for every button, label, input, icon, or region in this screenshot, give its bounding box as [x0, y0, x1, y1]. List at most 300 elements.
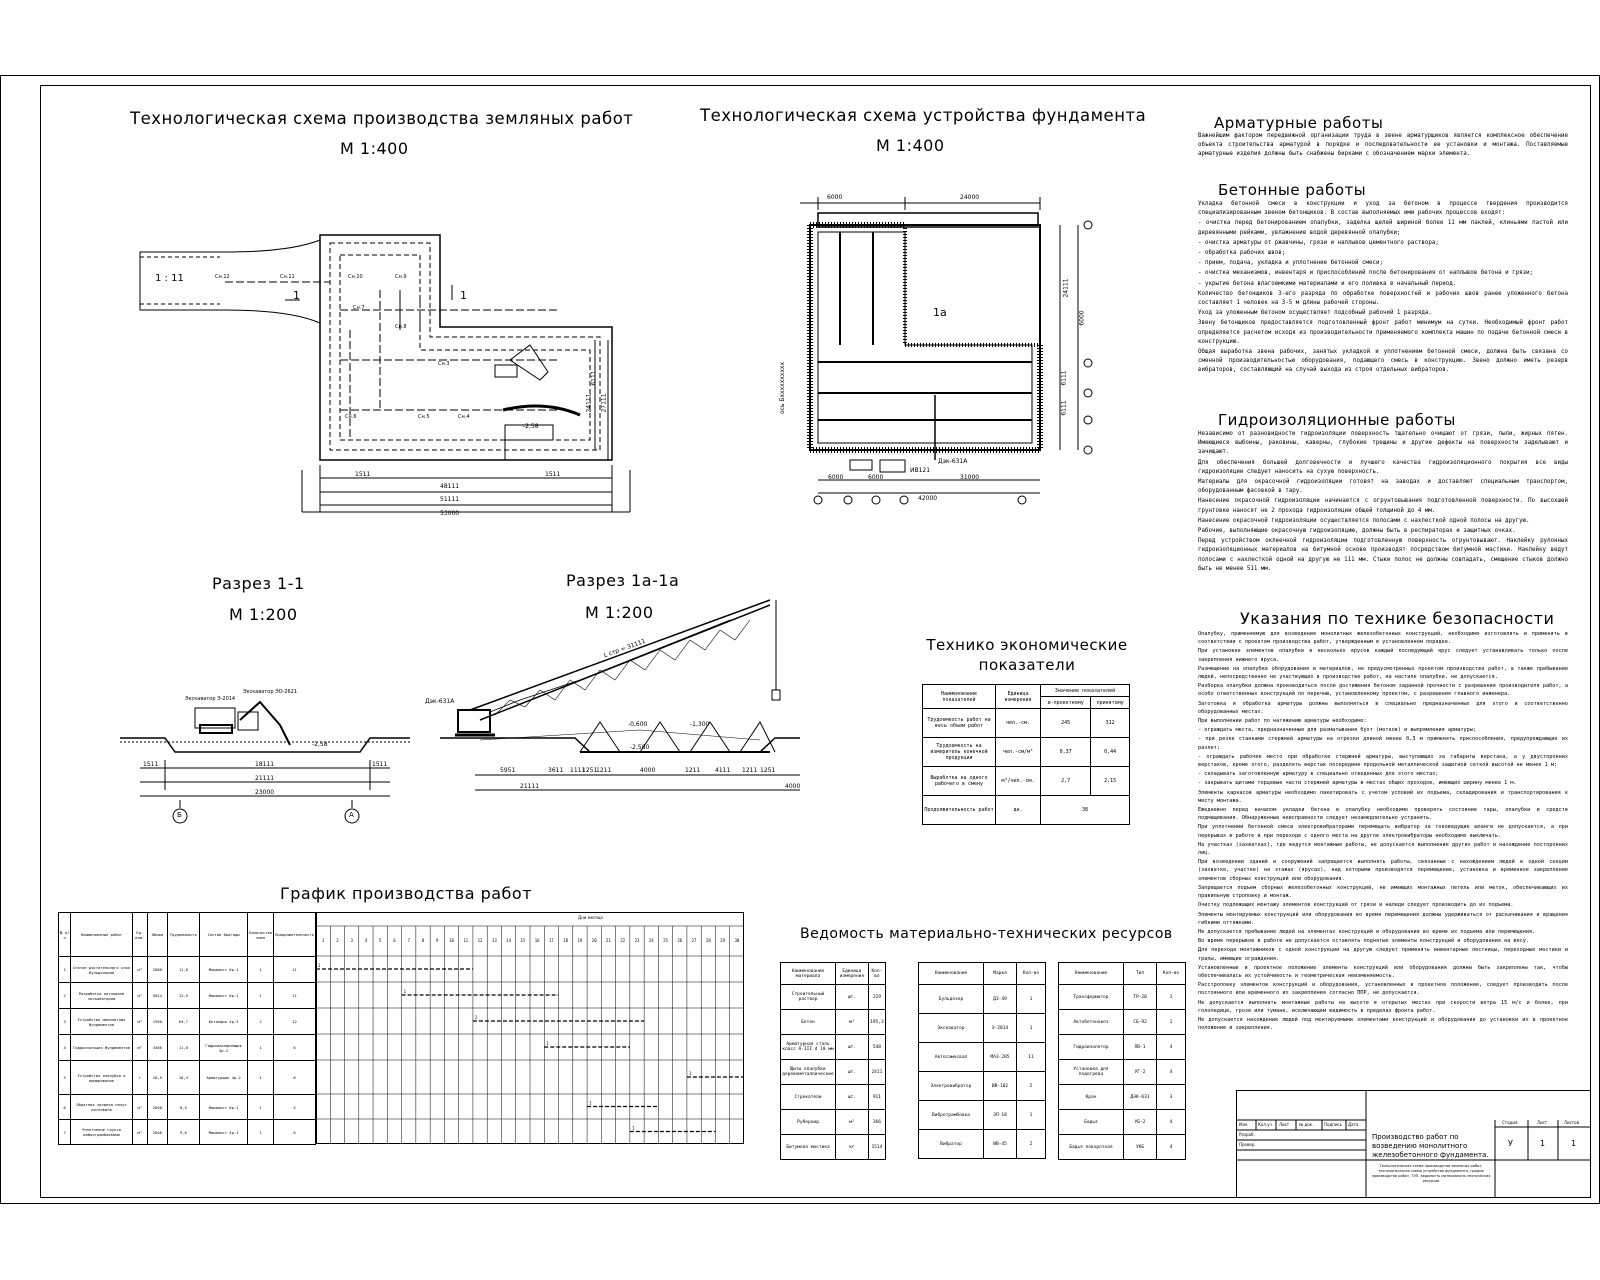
res3-row [1059, 1085, 1186, 1110]
teo-cell: 0,44 [1091, 738, 1130, 767]
res2-cell: 1 [1017, 1014, 1046, 1043]
gantt-day-label: 8 [421, 938, 425, 943]
section1-scale: М 1:200 [229, 605, 298, 624]
safety-p13: Ежедневно перед началом укладки бетона в опалубку необходимо проверять состояние тары, опалубки и средств подмащивания. Обнаруженные неисправности следует незамедлительно устранять. [1198, 807, 1568, 822]
fnd-vibro: ИВ121 [910, 467, 931, 474]
section-mark-left: 1 [293, 289, 300, 302]
res2-h: Кол-во [1017, 963, 1046, 985]
teo-row [923, 796, 1130, 825]
res3-cell: 1 [1157, 1010, 1186, 1035]
stamp-role-dev: Разраб. [1239, 1132, 1255, 1137]
stamp-subtitle: Технологическая схема производства земляных работ, технологическая схема устройства фундамента, график производства работ, ТЭП, ведомость материально-технических ресурсов [1371, 1164, 1491, 1183]
s1a-boom: L стр = 31111 [602, 637, 647, 660]
res2-cell: ИВ-102 [984, 1072, 1017, 1101]
res1-cell: Строительный раствор [781, 985, 836, 1010]
res3-cell: Гидроизолятор [1059, 1035, 1124, 1060]
fnd-top-dim-1: 6000 [827, 194, 843, 201]
rebar-title: Арматурные работы [1214, 114, 1384, 132]
fnd-side-dim-4: 6111 [1060, 400, 1068, 416]
teo-cell: чел.-см. [996, 709, 1041, 738]
res2-cell: 1 [1017, 985, 1046, 1014]
sched-cell: Разработка котлована экскаватором [71, 983, 132, 1009]
sched-cell: 11,8 [167, 1035, 199, 1061]
res2-cell: Автосамосвал [919, 1043, 984, 1072]
section1-title: Разрез 1-1 [212, 574, 305, 593]
sched-cell: 1 [248, 957, 274, 983]
res1-cell: шт. [836, 1085, 869, 1110]
res2-row [919, 1130, 1046, 1159]
concrete-p3: - очистка арматуры от ржавчины, грязи и наплывов цементного раствора; [1198, 239, 1439, 246]
s1a-dim-11: 4000 [785, 783, 801, 790]
section-1a-1a [440, 600, 800, 790]
waterproof-p1: Независимо от разновидности гидроизоляции поверхность тщательно очищают от грязи, пыли, жирных пятен. Имеющиеся выбоины, раковины, каверны, глубокие трещины и другие дефекты на поверхности заделывают и зачищают. [1198, 431, 1568, 456]
res2-cell: 2 [1017, 1072, 1046, 1101]
concrete-p4: - обработка рабочих швов; [1198, 250, 1286, 257]
gantt-day-label: 4 [364, 938, 368, 943]
teo-cell: Трудоемкость на измеритель конечной продукции [923, 738, 996, 767]
safety-p4: Разборка опалубки должна производиться после достижения бетоном заданной прочности с разрешения производителя работ, а особо ответственных конструкций по перечню, установленному проектом, с разрешения главного инженера. [1198, 683, 1568, 698]
res2-row [919, 1101, 1046, 1130]
safety-p24: Расстроповку элементов конструкций и оборудования, установленных в проектное положение, следует производить после постоянного или временного их закрепления согласно ППР, не допускается. [1198, 982, 1568, 997]
teo-row [923, 709, 1130, 738]
gantt-header-days: Дни месяца [578, 915, 603, 920]
plan-dim-53000: 53000 [440, 510, 460, 517]
teo-h-acc: принятому [1091, 697, 1130, 709]
s1-axis-b: Б [177, 811, 182, 819]
safety-p5: Заготовка и обработка арматуры должны выполняться в специально предназначенных для этого и соответственно оборудованных местах. [1198, 700, 1568, 715]
res3-row [1059, 1060, 1186, 1085]
gantt-day-label: 13 [491, 938, 497, 943]
gantt-day-label: 2 [336, 938, 339, 943]
gantt-day-label: 28 [705, 938, 711, 943]
gantt-day-label: 18 [563, 938, 569, 943]
res2-row [919, 1043, 1046, 1072]
concrete-p9: Уход за уложенным бетоном осуществляет подсобный рабочий 1 разряда. [1198, 310, 1432, 317]
fnd-crane: Дэк-631А [938, 458, 968, 465]
sched-cell: Уплотнение грунта вибротрамбовками [71, 1120, 132, 1145]
station-7: Сн.7 [353, 305, 365, 311]
res1-cell: 548 [868, 1035, 885, 1060]
stamp-row-izm: Изм. [1239, 1122, 1249, 1127]
sched-cell: 8 [274, 1061, 316, 1095]
s1a-dim-1: 5951 [500, 767, 516, 774]
stamp-col-sheets: Листов [1564, 1120, 1579, 1125]
gantt-day-label: 7 [407, 938, 410, 943]
res2-cell: МАЗ-205 [984, 1043, 1017, 1072]
res1-row [781, 1085, 886, 1110]
safety-p17: Запрещается подъем сборных железобетонных конструкций, не имеющих монтажных петель или меток, обеспечивающих их правильную строповку и монтаж. [1198, 884, 1568, 900]
res2-cell: Э-2014 [984, 1014, 1017, 1043]
gantt-day-label: 16 [534, 938, 540, 943]
gantt-day-label: 14 [506, 938, 512, 943]
teo-h-value: Значение показателей [1041, 685, 1130, 697]
waterproof-text [1198, 430, 1568, 575]
stamp-stage: У [1508, 1139, 1513, 1148]
section1a-scale: М 1:200 [585, 603, 654, 622]
sched-cell: 8,5 [167, 1095, 199, 1120]
teo-cell: 312 [1091, 709, 1130, 738]
teo-cell: чел.-см/м³ [996, 738, 1041, 767]
res1-cell: 911 [868, 1085, 885, 1110]
sched-cell: 2640 [147, 1120, 167, 1145]
res1-cell: м³ [836, 1010, 869, 1035]
sched-cell: 11 [274, 983, 316, 1009]
safety-p8: - при резке станками стержней арматуры на отрезки длиной менее 0,3 м применять приспособления, предупреждающие их разлет; [1198, 736, 1568, 751]
section-mark-right: 1 [460, 289, 467, 302]
teo-cell: Выработка на одного рабочего в смену [923, 767, 996, 796]
gantt-day-label: 22 [620, 938, 626, 943]
waterproof-title: Гидроизоляционные работы [1218, 411, 1456, 429]
sched-cell: 11,0 [167, 957, 199, 983]
fnd-bottom-dim-2: 6000 [868, 474, 884, 481]
earthworks-title: Технологическая схема производства земляных работ [130, 109, 634, 128]
s1a-level-1: -0,600 [628, 721, 648, 728]
s1-dim-2: 1511 [372, 761, 388, 768]
res1-h: Кол-во [868, 963, 885, 985]
res2-row [919, 1014, 1046, 1043]
sched-cell: 64,7 [167, 1009, 199, 1035]
sched-row [59, 1120, 316, 1145]
s1-level: -2,58 [312, 741, 328, 748]
gantt-grid [316, 912, 744, 1144]
sched-cell: 6 [274, 1120, 316, 1145]
res1-row [781, 1010, 886, 1035]
gantt-bar-label: 2 [474, 1015, 478, 1020]
safety-p2: При установке элементов опалубки в несколько ярусов каждый последующий ярус следует устанавливать только после закрепления нижнего яруса. [1198, 648, 1568, 663]
res3-cell: ПВ-1 [1124, 1035, 1157, 1060]
sched-cell: Машинист 6р-1 [199, 983, 247, 1009]
gantt-day-label: 19 [577, 938, 583, 943]
res2-cell: Вибратор [919, 1130, 984, 1159]
res2-cell: ИВ-45 [984, 1130, 1017, 1159]
fnd-side-dim-3: 6111 [1060, 370, 1068, 386]
fnd-bottom-dim-3: 31000 [960, 474, 980, 481]
res1-cell: м² [836, 1110, 869, 1135]
res3-cell: Бадья поворотная [1059, 1135, 1124, 1160]
sched-cell: 6 [59, 1095, 71, 1120]
res3-cell: Бадья [1059, 1110, 1124, 1135]
teo-h-proj: и-проектному [1041, 697, 1091, 709]
safety-p15: На участках (захватках), где ведутся монтажные работы, не допускается выполнение других работ и нахождение посторонних лиц. [1198, 841, 1568, 857]
concrete-p1: Укладка бетонной смеси в конструкции и уход за бетоном в процессе твердения производится специализированным звеном бетонщиков. В состав выполняемых ими рабочих процессов входят: [1198, 201, 1568, 217]
rebar-paragraph: Важнейшим фактором передвижной организации труда в звене арматурщиков является комплексное обеспечение объекта строительства арматурой в порядке и последовательности ее установки и монтажа. Поставляемые арматурные изделия должны быть снабжены бирками с обозначением марки элемента. [1198, 133, 1568, 158]
res3-cell: 1 [1157, 985, 1186, 1010]
res1-cell: шт. [836, 985, 869, 1010]
res1-cell: 2411 [868, 1060, 885, 1085]
sched-cell: 1 [248, 1120, 274, 1145]
stamp-role-check: Провер. [1239, 1142, 1256, 1147]
schedule-left [58, 912, 316, 1145]
teo-cell: м³/чел.-см. [996, 767, 1041, 796]
s1a-dim-10: 1251 [760, 767, 776, 774]
gantt-day-label: 3 [350, 938, 353, 943]
res3-cell: 4 [1157, 1035, 1186, 1060]
s1a-dim-6: 4000 [640, 767, 656, 774]
fnd-side-dim-1: 24111 [1062, 278, 1070, 298]
safety-p12: Элементы каркасов арматуры необходимо пакетировать с учетом условий их подъема, складирования и транспортирования к месту монтажа. [1198, 789, 1568, 804]
gantt-bar-label: 1 [546, 1041, 549, 1046]
res3-row [1059, 985, 1186, 1010]
s1a-dim-5: 1211 [596, 767, 612, 774]
safety-p1: Опалубку, применяемую для возведения монолитных железобетонных конструкций, необходимо изготовлять и применять в соответствии с проектом производства работ, утвержденным в установленном порядке. [1198, 631, 1568, 646]
res2-cell: ДЗ-49 [984, 985, 1017, 1014]
gantt-bar-label: 1 [403, 989, 407, 994]
earthworks-scale: М 1:400 [340, 139, 409, 158]
sched-cell: 11 [274, 957, 316, 983]
res3-cell: СБ-92 [1124, 1010, 1157, 1035]
s1a-dim-7: 1211 [685, 767, 701, 774]
plan-vdim-6111: 6111 [590, 370, 598, 386]
teo-cell: Трудоемкость работ на весь объем работ [923, 709, 996, 738]
res1-row [781, 1035, 886, 1060]
s1-equip-right: Экскаватор ЭО-2621 [243, 689, 298, 695]
sched-h-volume: Объем [147, 913, 167, 957]
sched-h-unit: Ед. изм. [132, 913, 147, 957]
res3-cell: 4 [1157, 1060, 1186, 1085]
station-6: Сн.6 [345, 414, 357, 420]
section1a-title: Разрез 1а-1а [566, 571, 680, 590]
s1a-dim-9: 1211 [742, 767, 758, 774]
sched-cell: м² [132, 1035, 147, 1061]
sched-cell: Бетонщик 4р-3 [199, 1009, 247, 1035]
sched-cell: 5814 [147, 983, 167, 1009]
sched-cell: Машинист 6р-1 [199, 1095, 247, 1120]
res3-h: Наименование [1059, 963, 1124, 985]
sched-cell: 5 [59, 1061, 71, 1095]
sched-cell: 1 [248, 1061, 274, 1095]
waterproof-p7: Перед устройством оклеечной гидроизоляции подготовленную поверхность огрунтовывают. Наклейку рулонных гидроизоляционных материалов на битумной основе производят посредством битумной мастики. Наклейку ведут полосами с нахлесткой одной на другую не 111 мм. Стыки полос не должны совпадать, смещение стыков должно быть не менее 511 мм. [1198, 538, 1568, 572]
concrete-p7: - укрытие бетона влагоемкими материалами и его поливка в начальный период. [1198, 280, 1457, 287]
fnd-side-dim-2: 6000 [1078, 310, 1086, 326]
res1-cell: Арматурная сталь класс А-III d 10 мм [781, 1035, 836, 1060]
fnd-total: 42000 [918, 495, 938, 502]
waterproof-p5: Нанесение окрасочной гидроизоляции осуществляется полосами с нахлесткой одной полосы на другую. [1198, 517, 1530, 524]
teo-title: Технико экономические показатели [926, 636, 1128, 674]
s1-dim-1: 1511 [143, 761, 159, 768]
res3-cell: 4 [1157, 1135, 1186, 1160]
gantt-day-label: 15 [520, 938, 526, 943]
res1-cell: Битумная мастика [781, 1135, 836, 1160]
res2-cell: ЭП-18 [984, 1101, 1017, 1130]
safety-p14: При уплотнении бетонной смеси электровибраторами перемещать вибратор за токоведущие шланги не допускается, а при перерывах в работе и при переходе с одного места на другое электровибраторы необходимо выключать. [1198, 824, 1568, 839]
stamp-row-sign: Подпись [1324, 1122, 1342, 1127]
gantt-day-label: 1 [321, 938, 325, 943]
plan-vdim-27111: 27111 [600, 393, 608, 413]
res3-cell: 4 [1157, 1110, 1186, 1135]
gantt-bar-label: 1 [589, 1100, 592, 1106]
gantt-day-label: 17 [548, 938, 554, 943]
sched-row [59, 983, 316, 1009]
res1-cell: шт. [836, 1060, 869, 1085]
sched-cell: Гидроизолировщик 3р-2 [199, 1035, 247, 1061]
sched-cell: 4 [59, 1035, 71, 1061]
res2-h: Наименование [919, 963, 984, 985]
safety-p9: - ограждать рабочее место при обработке стержней арматуры, выступающих за габариты верстака, а у двусторонних верстаков, кроме этого, разделять верстак посередине продольной металлической защитной сеткой высотой не менее 1 м; [1198, 753, 1568, 769]
safety-p23: Установленные в проектное положение элементы конструкций или оборудования должны быть закреплены так, чтобы обеспечивалась их устойчивость и геометрическая неизменяемость. [1198, 964, 1568, 979]
s1-dim-5: 23000 [255, 789, 275, 796]
resources-table-1 [780, 962, 886, 1160]
res2-cell: 1 [1017, 1101, 1046, 1130]
sched-row [59, 1061, 316, 1095]
safety-title: Указания по технике безопасности [1240, 609, 1555, 628]
sched-row [59, 1035, 316, 1061]
fnd-top-dim-2: 24000 [960, 194, 980, 201]
rebar-text [1198, 132, 1568, 161]
s1-axis-a: А [349, 811, 354, 819]
gantt-day-label: 23 [634, 938, 640, 943]
res3-row [1059, 1010, 1186, 1035]
sched-h-crew: Состав бригады [199, 913, 247, 957]
station-3: Сн.3 [438, 361, 450, 367]
concrete-p6: - очистка механизмов, инвентаря и приспособлений после бетонирования от наплывов бетона и грязи; [1198, 270, 1534, 277]
sched-cell: 12 [274, 1009, 316, 1035]
stamp-col-stage: Стадия [1502, 1120, 1518, 1125]
sched-cell: т [132, 1061, 147, 1095]
station-5: Сн.5 [418, 414, 430, 420]
sched-cell: 1 [59, 957, 71, 983]
gantt-day-label: 20 [591, 938, 597, 943]
sched-cell: 9,6 [167, 1120, 199, 1145]
stamp-title: Производство работ по возведению монолитного железобетонного фундамента. [1372, 1133, 1489, 1159]
res1-cell: 229 [868, 985, 885, 1010]
res1-cell: Щиты опалубки деревометаллические [781, 1060, 836, 1085]
stamp-row-date: Дата [1348, 1122, 1359, 1127]
sched-h-shifts: Количество смен [248, 913, 274, 957]
sched-cell: м³ [132, 1095, 147, 1120]
teo-h-unit: Единица измерения [996, 685, 1041, 709]
sched-cell: 1950 [147, 1009, 167, 1035]
gantt-day-label: 30 [734, 938, 740, 943]
safety-p11: - закрывать щитами торцевые части стержней арматуры в местах общих проходов, имеющих ширину менее 1 м. [1198, 780, 1517, 787]
sched-cell: 1 [248, 1095, 274, 1120]
res3-cell: УКБ [1124, 1135, 1157, 1160]
sched-h-num: № п/п [59, 913, 71, 957]
res3-row [1059, 1035, 1186, 1060]
res1-row [781, 1060, 886, 1085]
safety-p25: Не допускается выполнять монтажные работы на высоте в открытых местах при скорости ветра 15 м/с и более, при гололедице, грозе или тумане, исключающем видимость в пределах фронта работ. [1198, 999, 1568, 1014]
sched-h-labor: Трудоемкость [167, 913, 199, 957]
concrete-p10: Звену бетонщиков предоставляется подготовленный фронт работ минимум на сутки. Необходимый фронт работ определяется расчетом исходя из производительности применяемого комплекта машин по подаче бетонной смеси в конструкцию. [1198, 320, 1568, 345]
sched-h-duration: Продолжительность [274, 913, 316, 957]
station-4: Сн.4 [458, 414, 470, 420]
resources-title: Ведомость материально-технических ресурсов [800, 926, 1173, 942]
res1-row [781, 1135, 886, 1160]
gantt-day-label: 9 [436, 938, 439, 943]
station-8: Сн.8 [395, 324, 407, 330]
gantt-bar-label: 1 [318, 963, 321, 968]
sched-cell: 2 [59, 983, 71, 1009]
waterproof-p6: Рабочие, выполняющие окрасочную гидроизоляцию, должны быть в респираторах и защитных очках. [1198, 528, 1516, 535]
safety-p16: При возведении зданий и сооружений запрещается выполнять работы, связанные с нахождением людей в одной секции (захватке, участке) на этажах (ярусах), над которыми производятся перемещение, установка и временное закрепление элементов сборных конструкций или оборудования. [1198, 859, 1568, 882]
concrete-p2: - очистка перед бетонированием опалубки, заделка щелей шириной более 11 мм паклей, клиньями пастой или деревянными рейками, увлажнение водой деревянной опалубки; [1198, 220, 1568, 236]
station-10: Сн.10 [348, 274, 363, 280]
concrete-p5: - прием, подача, укладка и уплотнение бетонной смеси; [1198, 260, 1383, 267]
res3-cell: 3 [1157, 1085, 1186, 1110]
res3-cell: Автобетоновоз [1059, 1010, 1124, 1035]
sched-row [59, 1009, 316, 1035]
foundation-scale: М 1:400 [876, 136, 945, 155]
res2-h: Марка [984, 963, 1017, 985]
res1-row [781, 985, 886, 1010]
res1-cell: Бетон [781, 1010, 836, 1035]
res1-h: Наименование материала [781, 963, 836, 985]
plan-dim-1511a: 1511 [355, 471, 371, 478]
sched-cell: Обратная засыпка пазух котлована [71, 1095, 132, 1120]
sched-cell: 3466 [147, 1035, 167, 1061]
safety-p20: Не допускается пребывание людей на элементах конструкций и оборудования во время их подъема или перемещения. [1198, 928, 1536, 935]
safety-p19: Элементы монтируемых конструкций или оборудования во время перемещения должны удерживаться от раскачивания и вращения гибкими оттяжками. [1198, 911, 1568, 926]
res3-cell: УГ-2 [1124, 1060, 1157, 1085]
sched-cell: Арматурщик 4р-2 [199, 1061, 247, 1095]
res1-cell: 195,3 [868, 1010, 885, 1035]
res2-cell: 11 [1017, 1043, 1046, 1072]
sched-cell: 5 [274, 1095, 316, 1120]
stamp-sheets: 1 [1571, 1139, 1577, 1148]
res1-h: Единица измерения [836, 963, 869, 985]
gantt-day-label: 6 [393, 938, 396, 943]
s1a-total: 21111 [520, 783, 540, 790]
gantt-day-label: 27 [691, 938, 697, 943]
sched-h-name: Наименование работ [71, 913, 132, 957]
sched-cell: 6 [274, 1035, 316, 1061]
teo-cell: 245 [1041, 709, 1091, 738]
teo-row [923, 738, 1130, 767]
res3-row [1059, 1110, 1186, 1135]
fnd-section-mark: 1а [933, 306, 947, 319]
res3-cell: ДЭК-631 [1124, 1085, 1157, 1110]
stamp-row-kol: Кол.уч [1258, 1122, 1272, 1127]
res1-cell: шт. [836, 1035, 869, 1060]
sched-cell: Гидроизоляция фундаментов [71, 1035, 132, 1061]
concrete-title: Бетонные работы [1218, 181, 1367, 199]
res3-cell: ТР-20 [1124, 985, 1157, 1010]
gantt-bar-label: 1 [631, 1125, 635, 1131]
sched-cell: 1 [248, 1035, 274, 1061]
safety-p21: Во время перерывов в работе не допускается оставлять поднятые элементы конструкций и оборудования на весу. [1198, 938, 1530, 945]
res3-row [1059, 1135, 1186, 1160]
sched-cell: м³ [132, 957, 147, 983]
waterproof-p3: Материалы для окрасочной гидроизоляции готовят на заводах и доставляют специальным транспортом, оборудованным фасовкой в тару. [1198, 479, 1568, 495]
gantt-day-label: 11 [463, 938, 469, 943]
sched-cell: 1 [248, 983, 274, 1009]
ramp-ratio: 1 : 11 [155, 273, 184, 284]
sched-cell: Машинист 4р-1 [199, 1120, 247, 1145]
res1-row [781, 1110, 886, 1135]
res3-cell: УБ-2 [1124, 1110, 1157, 1135]
s1a-level-3: -2,580 [630, 744, 650, 751]
plan-dim-51111: 51111 [440, 496, 460, 503]
sched-cell: 12,9 [167, 983, 199, 1009]
sched-cell: 2 [248, 1009, 274, 1035]
s1a-level-2: -1,300 [690, 721, 710, 728]
sched-cell: м³ [132, 983, 147, 1009]
teo-cell: дн. [996, 796, 1041, 825]
gantt-day-label: 10 [449, 938, 454, 943]
sched-cell: 2640 [147, 1095, 167, 1120]
sched-cell: Машинист 6р-1 [199, 957, 247, 983]
fnd-bottom-dim-1: 6000 [828, 474, 844, 481]
safety-p22: Для перехода монтажников с одной конструкции на другую следует применять инвентарные лестницы, переходные мостики и трапы, имеющие ограждения. [1198, 947, 1568, 962]
sched-cell: Снятие растительного слоя бульдозером [71, 957, 132, 983]
stamp-row-list: Лист [1279, 1122, 1290, 1127]
sched-cell: 18,4 [167, 1061, 199, 1095]
s1-equip-left: Экскаватор Э-2014 [185, 696, 236, 702]
res2-cell: Бульдозер [919, 985, 984, 1014]
sched-cell: 3 [59, 1009, 71, 1035]
s1a-dim-8: 4111 [715, 767, 731, 774]
teo-row [923, 767, 1130, 796]
sched-row [59, 957, 316, 983]
